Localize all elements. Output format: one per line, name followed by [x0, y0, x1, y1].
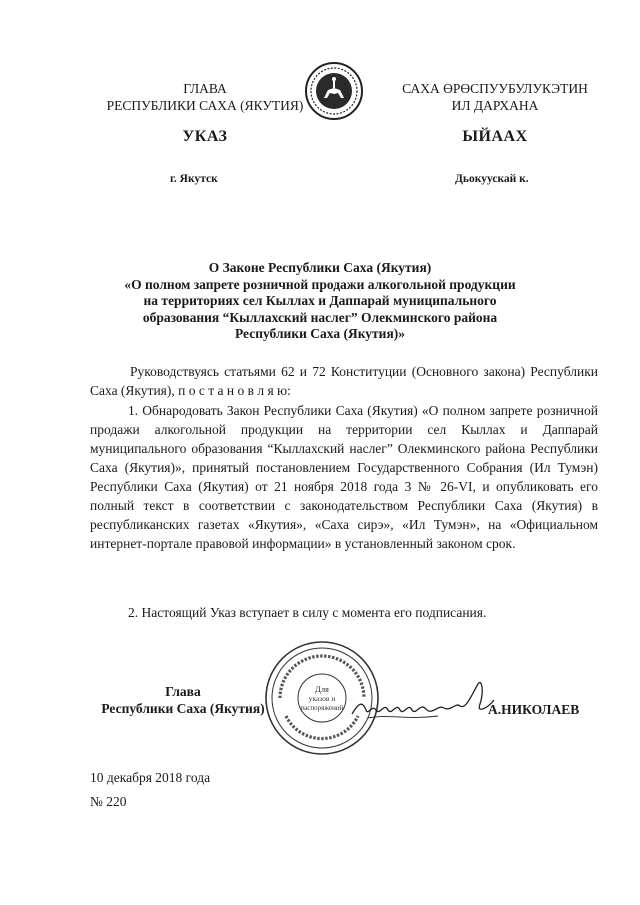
issuer-right-line1: САХА ӨРӨСПУУБУЛУКЭТИН — [402, 81, 588, 96]
law-title-line: образования “Кыллахский наслег” Олекминского района — [142, 309, 498, 325]
doc-type-sakha: ЫЙААХ — [462, 128, 528, 145]
city-ru: г. Якутск — [170, 173, 218, 185]
issuer-left — [80, 80, 330, 114]
doc-type-ru: УКАЗ — [182, 128, 228, 145]
law-title-line: «О полном запрете розничной продажи алкогольной продукции — [124, 276, 516, 292]
issuer-left-line2: РЕСПУБЛИКИ САХА (ЯКУТИЯ) — [106, 98, 304, 113]
body-item-1: 1. Обнародовать Закон Республики Саха (Якутия) «О полном запрете розничной продажи алкогольной продукции на территории сел Кыллах и Даппарай муниципального образования “Кыллахский наслег” Олекминского района Республики Саха (Якутия)», принятый постановлением Государственного Собрания (Ил Тумэн) Республики Саха (Якутия) от 21 ноября 2018 года 3 № 26-VI, и опубликовать его полный текст в соответствии с законодательством Республики Саха (Якутия) в республиканских газетах «Якутия», «Саха сирэ», «Ил Тумэн», на «Официальном интернет-портале правовой информации» в установленный законом срок. — [90, 403, 598, 551]
seal-text-2: указов и — [308, 694, 336, 703]
issuer-right-line2: ИЛ ДАРХАНА — [451, 98, 539, 113]
handwritten-signature-icon — [348, 664, 498, 724]
issuer-left-line1: ГЛАВА — [183, 81, 227, 96]
law-title-line: О Законе Республики Саха (Якутия) — [208, 260, 432, 275]
law-title — [60, 260, 580, 343]
body-item-2: 2. Настоящий Указ вступает в силу с момента его подписания. — [128, 605, 487, 620]
seal-text-3: распоряжений — [300, 704, 344, 712]
signatory-title-line2: Республики Саха (Якутия) — [101, 701, 265, 716]
decree-number: № 220 — [90, 794, 127, 809]
signatory-title-line1: Глава — [165, 684, 201, 699]
signatory-name: А.НИКОЛАЕВ — [488, 702, 580, 717]
decree-date: 10 декабря 2018 года — [90, 770, 211, 785]
law-title-line: на территориях сел Кыллах и Даппарай муниципального — [143, 293, 497, 308]
city-sakha: Дьокуускай к. — [455, 173, 529, 185]
seal-text-1: Для — [315, 684, 329, 694]
law-title-line: Республики Саха (Якутия)» — [234, 326, 405, 341]
body-intro: Руководствуясь статьями 62 и 72 Конституции (Основного закона) Республики Саха (Якутия), п о с т а н о в л я ю: — [90, 364, 598, 398]
sakha-emblem-icon — [304, 60, 364, 122]
issuer-right — [385, 80, 605, 114]
signatory-title — [88, 683, 278, 717]
